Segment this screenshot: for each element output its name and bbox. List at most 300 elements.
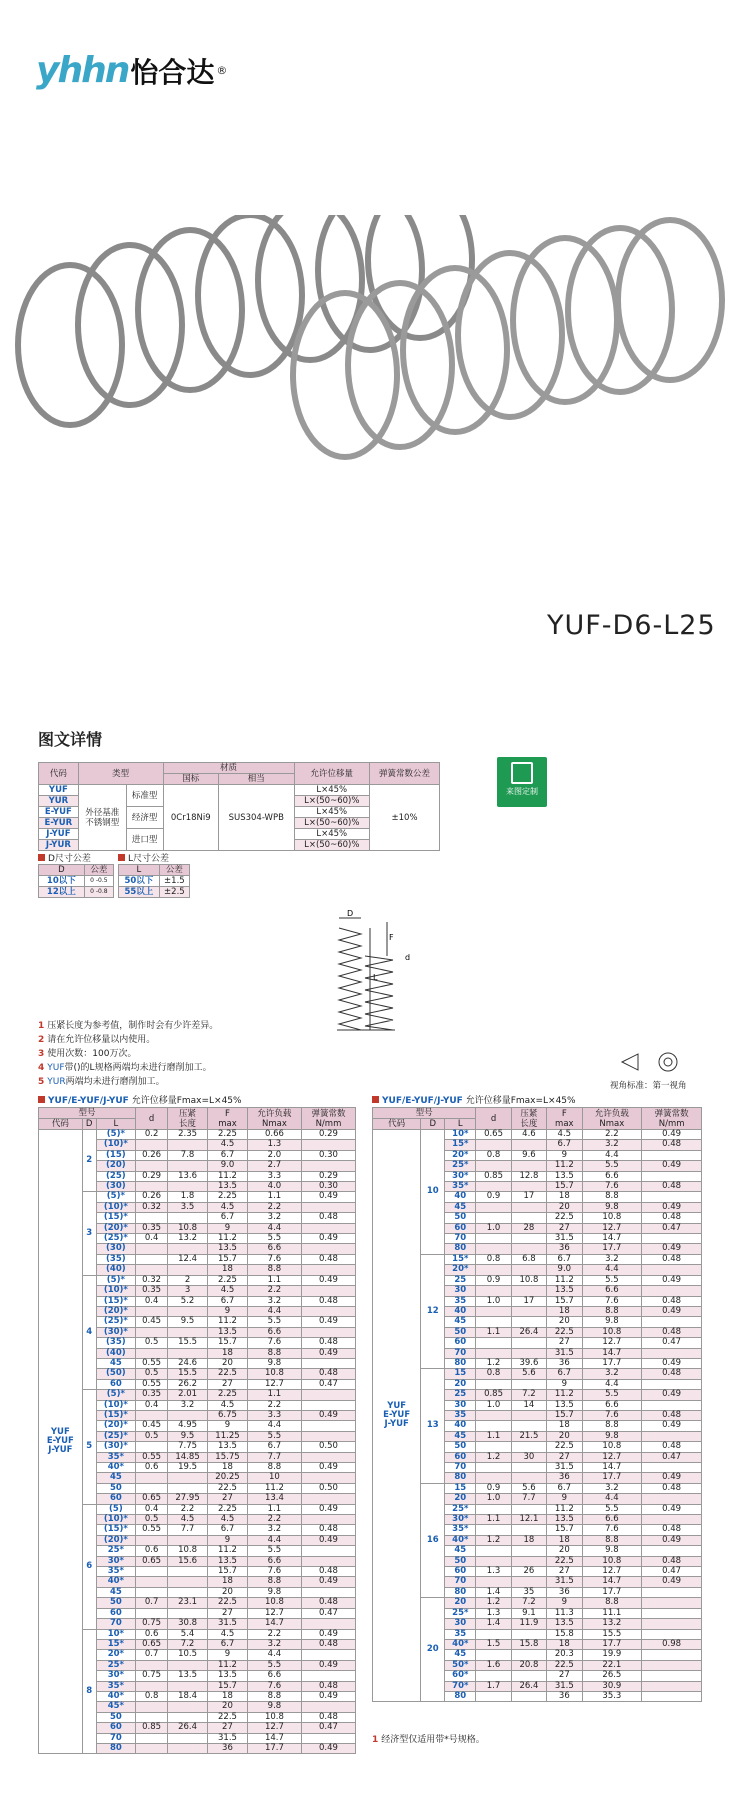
cell: 0.30 — [301, 1182, 355, 1192]
cell: 15.5 — [582, 1629, 642, 1639]
cell: 7.8 — [168, 1150, 208, 1160]
cell: 0.55 — [136, 1525, 168, 1535]
cell: 21.5 — [511, 1431, 546, 1441]
cell-L: 45 — [445, 1317, 476, 1327]
cell: 12.7 — [582, 1223, 642, 1233]
cell: 15.75 — [208, 1452, 248, 1462]
cell — [642, 1494, 702, 1504]
cell: 0.4 — [136, 1296, 168, 1306]
cell: 11.3 — [547, 1608, 582, 1618]
cell — [476, 1671, 511, 1681]
cell — [168, 1213, 208, 1223]
cell: 30 — [511, 1452, 546, 1462]
cell-L: (20)* — [96, 1306, 135, 1316]
h-L: L — [445, 1119, 476, 1130]
cell — [476, 1286, 511, 1296]
cell: 11.2 — [547, 1504, 582, 1514]
cell: 0.5 — [136, 1338, 168, 1348]
cell: 18 — [208, 1691, 248, 1701]
cell: 15.7 — [547, 1296, 582, 1306]
h-k: 弹簧常数 N/mm — [301, 1108, 355, 1130]
cell: 22.5 — [208, 1712, 248, 1722]
cell: 26.2 — [168, 1379, 208, 1389]
cell: 22.1 — [582, 1660, 642, 1670]
disp-cell: L×(50~60)% — [294, 796, 370, 807]
cell: 2.25 — [208, 1504, 248, 1514]
cell — [301, 1140, 355, 1150]
cell — [511, 1182, 546, 1192]
cell: 0.5 — [136, 1369, 168, 1379]
cell: 0.49 — [642, 1473, 702, 1483]
cell: 0.6 — [136, 1546, 168, 1556]
cell: 0.48 — [301, 1369, 355, 1379]
cell: 13.5 — [168, 1671, 208, 1681]
cell-D: 13 — [421, 1369, 445, 1483]
cell: 0.35 — [136, 1286, 168, 1296]
cell: 5.5 — [247, 1546, 301, 1556]
cell: 9.1 — [511, 1608, 546, 1618]
cell-L: (5) — [96, 1504, 135, 1514]
cell — [136, 1265, 168, 1275]
cell: 0.48 — [301, 1213, 355, 1223]
cell: 13.5 — [208, 1442, 248, 1452]
cell-L: 60 — [445, 1338, 476, 1348]
sub-type: 进口型 — [126, 829, 163, 851]
cell: 7.2 — [511, 1598, 546, 1608]
cell: 18 — [208, 1577, 248, 1587]
cell-L: (5)* — [96, 1130, 135, 1140]
mat-std: 0Cr18Ni9 — [163, 785, 218, 851]
model-code: YUF-D6-L25 — [547, 610, 716, 641]
cell: 0.48 — [642, 1369, 702, 1379]
cell: 8.8 — [247, 1691, 301, 1701]
cell-L: 35* — [96, 1681, 135, 1691]
cell: 18 — [547, 1306, 582, 1316]
cell: 8.8 — [582, 1535, 642, 1545]
cell: 15.7 — [547, 1410, 582, 1420]
cell — [511, 1410, 546, 1420]
cell: 9.0 — [208, 1161, 248, 1171]
cell: 19.9 — [582, 1650, 642, 1660]
cell: 2.0 — [247, 1150, 301, 1160]
cell: 13.2 — [582, 1619, 642, 1629]
cell — [301, 1161, 355, 1171]
cell: 31.5 — [547, 1463, 582, 1473]
h-D: D — [82, 1119, 96, 1130]
h-L: L — [96, 1119, 135, 1130]
cell: 0.2 — [136, 1130, 168, 1140]
table-row — [373, 1130, 702, 1140]
cell — [642, 1286, 702, 1296]
cell: 22.5 — [547, 1556, 582, 1566]
product-photo-springs — [0, 215, 750, 475]
cell: 12.7 — [247, 1723, 301, 1733]
cell: 0.4 — [136, 1504, 168, 1514]
cell: 4.4 — [582, 1379, 642, 1389]
cell: 14.85 — [168, 1452, 208, 1462]
cell: 0.6 — [136, 1629, 168, 1639]
cell — [136, 1483, 168, 1493]
cell: 18 — [547, 1421, 582, 1431]
cell — [301, 1223, 355, 1233]
cell: 6.7 — [208, 1525, 248, 1535]
sub-type: 标准型 — [126, 785, 163, 807]
cell-L: 20 — [445, 1598, 476, 1608]
cell-L: 50 — [96, 1712, 135, 1722]
custom-badge-label: 来图定制 — [506, 787, 538, 796]
cell — [301, 1400, 355, 1410]
cell: 9 — [547, 1379, 582, 1389]
logo-cn: 怡合达 — [130, 55, 215, 89]
cell: 0.49 — [642, 1130, 702, 1140]
cell: 9 — [547, 1494, 582, 1504]
cell — [136, 1681, 168, 1691]
th: 公差 — [84, 865, 113, 876]
cell-L: 45 — [96, 1587, 135, 1597]
cell: 0.8 — [476, 1254, 511, 1264]
cell: 0.49 — [301, 1504, 355, 1514]
cell: 31.5 — [547, 1348, 582, 1358]
cell: 26 — [511, 1567, 546, 1577]
cell — [136, 1140, 168, 1150]
cell: 10.8 — [168, 1223, 208, 1233]
cell — [168, 1567, 208, 1577]
cell-L: 50 — [445, 1213, 476, 1223]
tol-d-table — [38, 864, 114, 898]
cell: 1.0 — [476, 1494, 511, 1504]
cell: 20 — [208, 1358, 248, 1368]
cell — [301, 1702, 355, 1712]
cell-L: (20) — [96, 1161, 135, 1171]
cell: 7.6 — [247, 1567, 301, 1577]
cell — [136, 1442, 168, 1452]
cell: 0.47 — [642, 1452, 702, 1462]
cell: 22.5 — [547, 1327, 582, 1337]
cell-L: 60 — [445, 1223, 476, 1233]
cell — [301, 1556, 355, 1566]
cell: 7.7 — [511, 1494, 546, 1504]
cell: 0.49 — [642, 1275, 702, 1285]
cell: 7.6 — [582, 1410, 642, 1420]
cell: 0.47 — [642, 1338, 702, 1348]
cell — [168, 1410, 208, 1420]
cell-L: 40* — [96, 1691, 135, 1701]
cell: 0.49 — [642, 1306, 702, 1316]
cell — [642, 1192, 702, 1202]
cell: 2.2 — [247, 1629, 301, 1639]
cell: 27.95 — [168, 1494, 208, 1504]
cell: 17.7 — [582, 1639, 642, 1649]
cell: 4.4 — [247, 1306, 301, 1316]
cell: 4.4 — [582, 1265, 642, 1275]
cell — [511, 1504, 546, 1514]
notes — [38, 1019, 218, 1089]
cell — [136, 1660, 168, 1670]
custom-badge[interactable] — [497, 757, 547, 807]
cell — [136, 1161, 168, 1171]
note-4: 4 YUF带()的L规格两端均未进行磨削加工。 — [38, 1063, 212, 1073]
cell: 20.8 — [511, 1660, 546, 1670]
td: 0 -0.5 — [84, 876, 113, 887]
cell-L: 50 — [96, 1483, 135, 1493]
cell — [168, 1733, 208, 1743]
cell: 13.5 — [547, 1400, 582, 1410]
td: 0 -0.8 — [84, 887, 113, 898]
cell: 0.49 — [642, 1161, 702, 1171]
cell — [136, 1244, 168, 1254]
cell: 1.0 — [476, 1400, 511, 1410]
cell: 0.49 — [301, 1192, 355, 1202]
cell: 9 — [208, 1650, 248, 1660]
cell — [168, 1161, 208, 1171]
h-tolerance: 弹簧常数公差 — [370, 763, 440, 785]
cell: 5.6 — [511, 1369, 546, 1379]
cell — [168, 1587, 208, 1597]
cell: 2.2 — [247, 1515, 301, 1525]
cell: 22.5 — [208, 1483, 248, 1493]
cell: 0.49 — [301, 1234, 355, 1244]
cell — [476, 1265, 511, 1275]
cell: 0.48 — [642, 1296, 702, 1306]
cell: 27 — [208, 1723, 248, 1733]
cell: 4.5 — [208, 1286, 248, 1296]
cell: 20 — [547, 1317, 582, 1327]
cell — [511, 1463, 546, 1473]
cell: 2.25 — [208, 1390, 248, 1400]
code-cell: YUF — [39, 785, 79, 796]
cell: 9.8 — [582, 1202, 642, 1212]
dim-D: D — [347, 909, 354, 918]
cell: 0.49 — [301, 1743, 355, 1753]
cell: 11.2 — [247, 1483, 301, 1493]
code-cell: J-YUF — [39, 829, 79, 840]
cell — [476, 1577, 511, 1587]
cell: 0.29 — [301, 1171, 355, 1181]
cell-L: 40* — [96, 1463, 135, 1473]
cell — [136, 1306, 168, 1316]
cell: 0.85 — [476, 1390, 511, 1400]
cell-L: (25)* — [96, 1431, 135, 1441]
cell: 18 — [547, 1535, 582, 1545]
cell: 10 — [247, 1473, 301, 1483]
cell: 0.48 — [642, 1483, 702, 1493]
cell: 1.1 — [476, 1515, 511, 1525]
th: 公差 — [159, 865, 189, 876]
cell: 0.49 — [642, 1390, 702, 1400]
cell: 8.8 — [582, 1306, 642, 1316]
cell-L: (5)* — [96, 1192, 135, 1202]
cell-L: (35) — [96, 1254, 135, 1264]
cell: 14.7 — [582, 1577, 642, 1587]
cell — [511, 1650, 546, 1660]
cell-D: 8 — [82, 1629, 96, 1754]
table-row — [39, 1192, 356, 1202]
cell-L: 25* — [96, 1546, 135, 1556]
cell — [511, 1202, 546, 1212]
cell: 36 — [208, 1743, 248, 1753]
cell-L: 40* — [445, 1639, 476, 1649]
cell: 0.48 — [301, 1525, 355, 1535]
cell: 0.49 — [301, 1348, 355, 1358]
cell: 1.2 — [476, 1598, 511, 1608]
cell: 11.2 — [208, 1317, 248, 1327]
cell-L: 80 — [445, 1473, 476, 1483]
cell: 3.2 — [168, 1400, 208, 1410]
cell: 6.7 — [547, 1140, 582, 1150]
cell — [642, 1431, 702, 1441]
cell — [476, 1442, 511, 1452]
cell: 0.65 — [136, 1556, 168, 1566]
cell-L: (15) — [96, 1150, 135, 1160]
cell — [642, 1150, 702, 1160]
cell: 9.0 — [547, 1265, 582, 1275]
cell: 27 — [547, 1567, 582, 1577]
h-comp: 压紧 长度 — [511, 1108, 546, 1130]
th: L — [119, 865, 160, 876]
cell: 8.8 — [247, 1577, 301, 1587]
cell: 0.49 — [301, 1660, 355, 1670]
cell: 2.2 — [582, 1130, 642, 1140]
foot-note: 1 经济型仅适用带*号规格。 — [372, 1735, 485, 1745]
cell: 10.8 — [582, 1327, 642, 1337]
cell: 15.5 — [168, 1338, 208, 1348]
cell-L: 60 — [96, 1608, 135, 1618]
cell: 0.48 — [301, 1296, 355, 1306]
cell-L: 15* — [96, 1639, 135, 1649]
cell — [136, 1182, 168, 1192]
cell — [136, 1608, 168, 1618]
cell: 7.6 — [582, 1525, 642, 1535]
code-cell: J-YUR — [39, 840, 79, 851]
cell — [511, 1421, 546, 1431]
cell: 0.85 — [476, 1171, 511, 1181]
cell — [476, 1348, 511, 1358]
spring-dimension-diagram — [325, 908, 435, 1043]
cell: 7.75 — [168, 1442, 208, 1452]
cell: 24.6 — [168, 1358, 208, 1368]
cell: 5.5 — [247, 1660, 301, 1670]
cell: 4.5 — [168, 1515, 208, 1525]
cell — [136, 1733, 168, 1743]
cell — [642, 1691, 702, 1701]
cell: 36 — [547, 1691, 582, 1701]
cell: 10.8 — [247, 1598, 301, 1608]
cell: 0.48 — [301, 1598, 355, 1608]
left-table-title: YUF/E-YUF/J-YUF 允许位移量Fmax=L×45% — [38, 1093, 242, 1106]
cell — [301, 1306, 355, 1316]
cell: 0.9 — [476, 1192, 511, 1202]
cell: 13.5 — [547, 1171, 582, 1181]
cell-L: (10)* — [96, 1286, 135, 1296]
cell-L: 25 — [445, 1275, 476, 1285]
cell — [642, 1598, 702, 1608]
cell — [168, 1244, 208, 1254]
cell-D: 10 — [421, 1130, 445, 1255]
cell: 0.29 — [301, 1130, 355, 1140]
cell: 9.8 — [582, 1317, 642, 1327]
cell: 12.1 — [511, 1515, 546, 1525]
cell — [168, 1473, 208, 1483]
note-3: 3 使用次数：100万次。 — [38, 1049, 137, 1059]
cell — [301, 1244, 355, 1254]
table-row — [39, 1275, 356, 1285]
cell-L: (35) — [96, 1338, 135, 1348]
cell: 11.2 — [208, 1546, 248, 1556]
cell: 2.7 — [247, 1161, 301, 1171]
cell-L: 30* — [445, 1515, 476, 1525]
cell-L: 50 — [445, 1442, 476, 1452]
cell: 13.4 — [247, 1494, 301, 1504]
tol-d-title: D尺寸公差 — [38, 851, 91, 864]
cell: 5.5 — [582, 1275, 642, 1285]
logo-latin: yhhn — [36, 50, 129, 91]
cell — [168, 1535, 208, 1545]
cell: 2.25 — [208, 1130, 248, 1140]
cell — [136, 1712, 168, 1722]
cell: 1.1 — [476, 1431, 511, 1441]
cell: 0.48 — [301, 1338, 355, 1348]
cell — [168, 1681, 208, 1691]
cell: 0.50 — [301, 1483, 355, 1493]
cell-L: (15)* — [96, 1213, 135, 1223]
cell: 17 — [511, 1192, 546, 1202]
cell: 6.7 — [547, 1483, 582, 1493]
cell: 4.4 — [247, 1421, 301, 1431]
cell: 1.2 — [476, 1452, 511, 1462]
td: 55以上 — [119, 887, 160, 898]
cell — [301, 1431, 355, 1441]
cell: 5.2 — [168, 1296, 208, 1306]
cell-L: (25) — [96, 1171, 135, 1181]
cell-L: 80 — [445, 1691, 476, 1701]
cell: 0.66 — [247, 1130, 301, 1140]
cell — [642, 1234, 702, 1244]
table-row — [373, 1254, 702, 1264]
cell: 5.5 — [247, 1431, 301, 1441]
cell: 11.2 — [208, 1171, 248, 1181]
cell: 3.3 — [247, 1410, 301, 1420]
cell: 6.6 — [247, 1671, 301, 1681]
cell: 0.85 — [136, 1723, 168, 1733]
cell-L: 20 — [445, 1379, 476, 1389]
h-code: 代码 — [39, 763, 79, 785]
cell: 20 — [208, 1702, 248, 1712]
cell: 9.5 — [168, 1317, 208, 1327]
cell: 0.7 — [136, 1650, 168, 1660]
h-model: 型号 — [39, 1108, 136, 1119]
cell: 13.5 — [208, 1671, 248, 1681]
cell: 0.45 — [136, 1317, 168, 1327]
h-code: 代码 — [373, 1119, 421, 1130]
cell-L: 25* — [96, 1660, 135, 1670]
cell: 0.49 — [642, 1535, 702, 1545]
cell — [168, 1327, 208, 1337]
note-1: 1 压紧长度为参考值，制作时会有少许差异。 — [38, 1021, 219, 1031]
cell-L: 50 — [445, 1327, 476, 1337]
cell: 4.4 — [582, 1494, 642, 1504]
cell: 9.6 — [511, 1150, 546, 1160]
cell: 11.2 — [547, 1161, 582, 1171]
cell: 0.49 — [642, 1504, 702, 1514]
cell: 0.30 — [301, 1150, 355, 1160]
cell: 15.6 — [168, 1556, 208, 1566]
cell-L: 60 — [96, 1723, 135, 1733]
cell: 10.8 — [247, 1369, 301, 1379]
cell: 13.5 — [208, 1244, 248, 1254]
h-load: 允许负载 Nmax — [582, 1108, 642, 1130]
cell — [168, 1702, 208, 1712]
cell: 4.5 — [208, 1140, 248, 1150]
